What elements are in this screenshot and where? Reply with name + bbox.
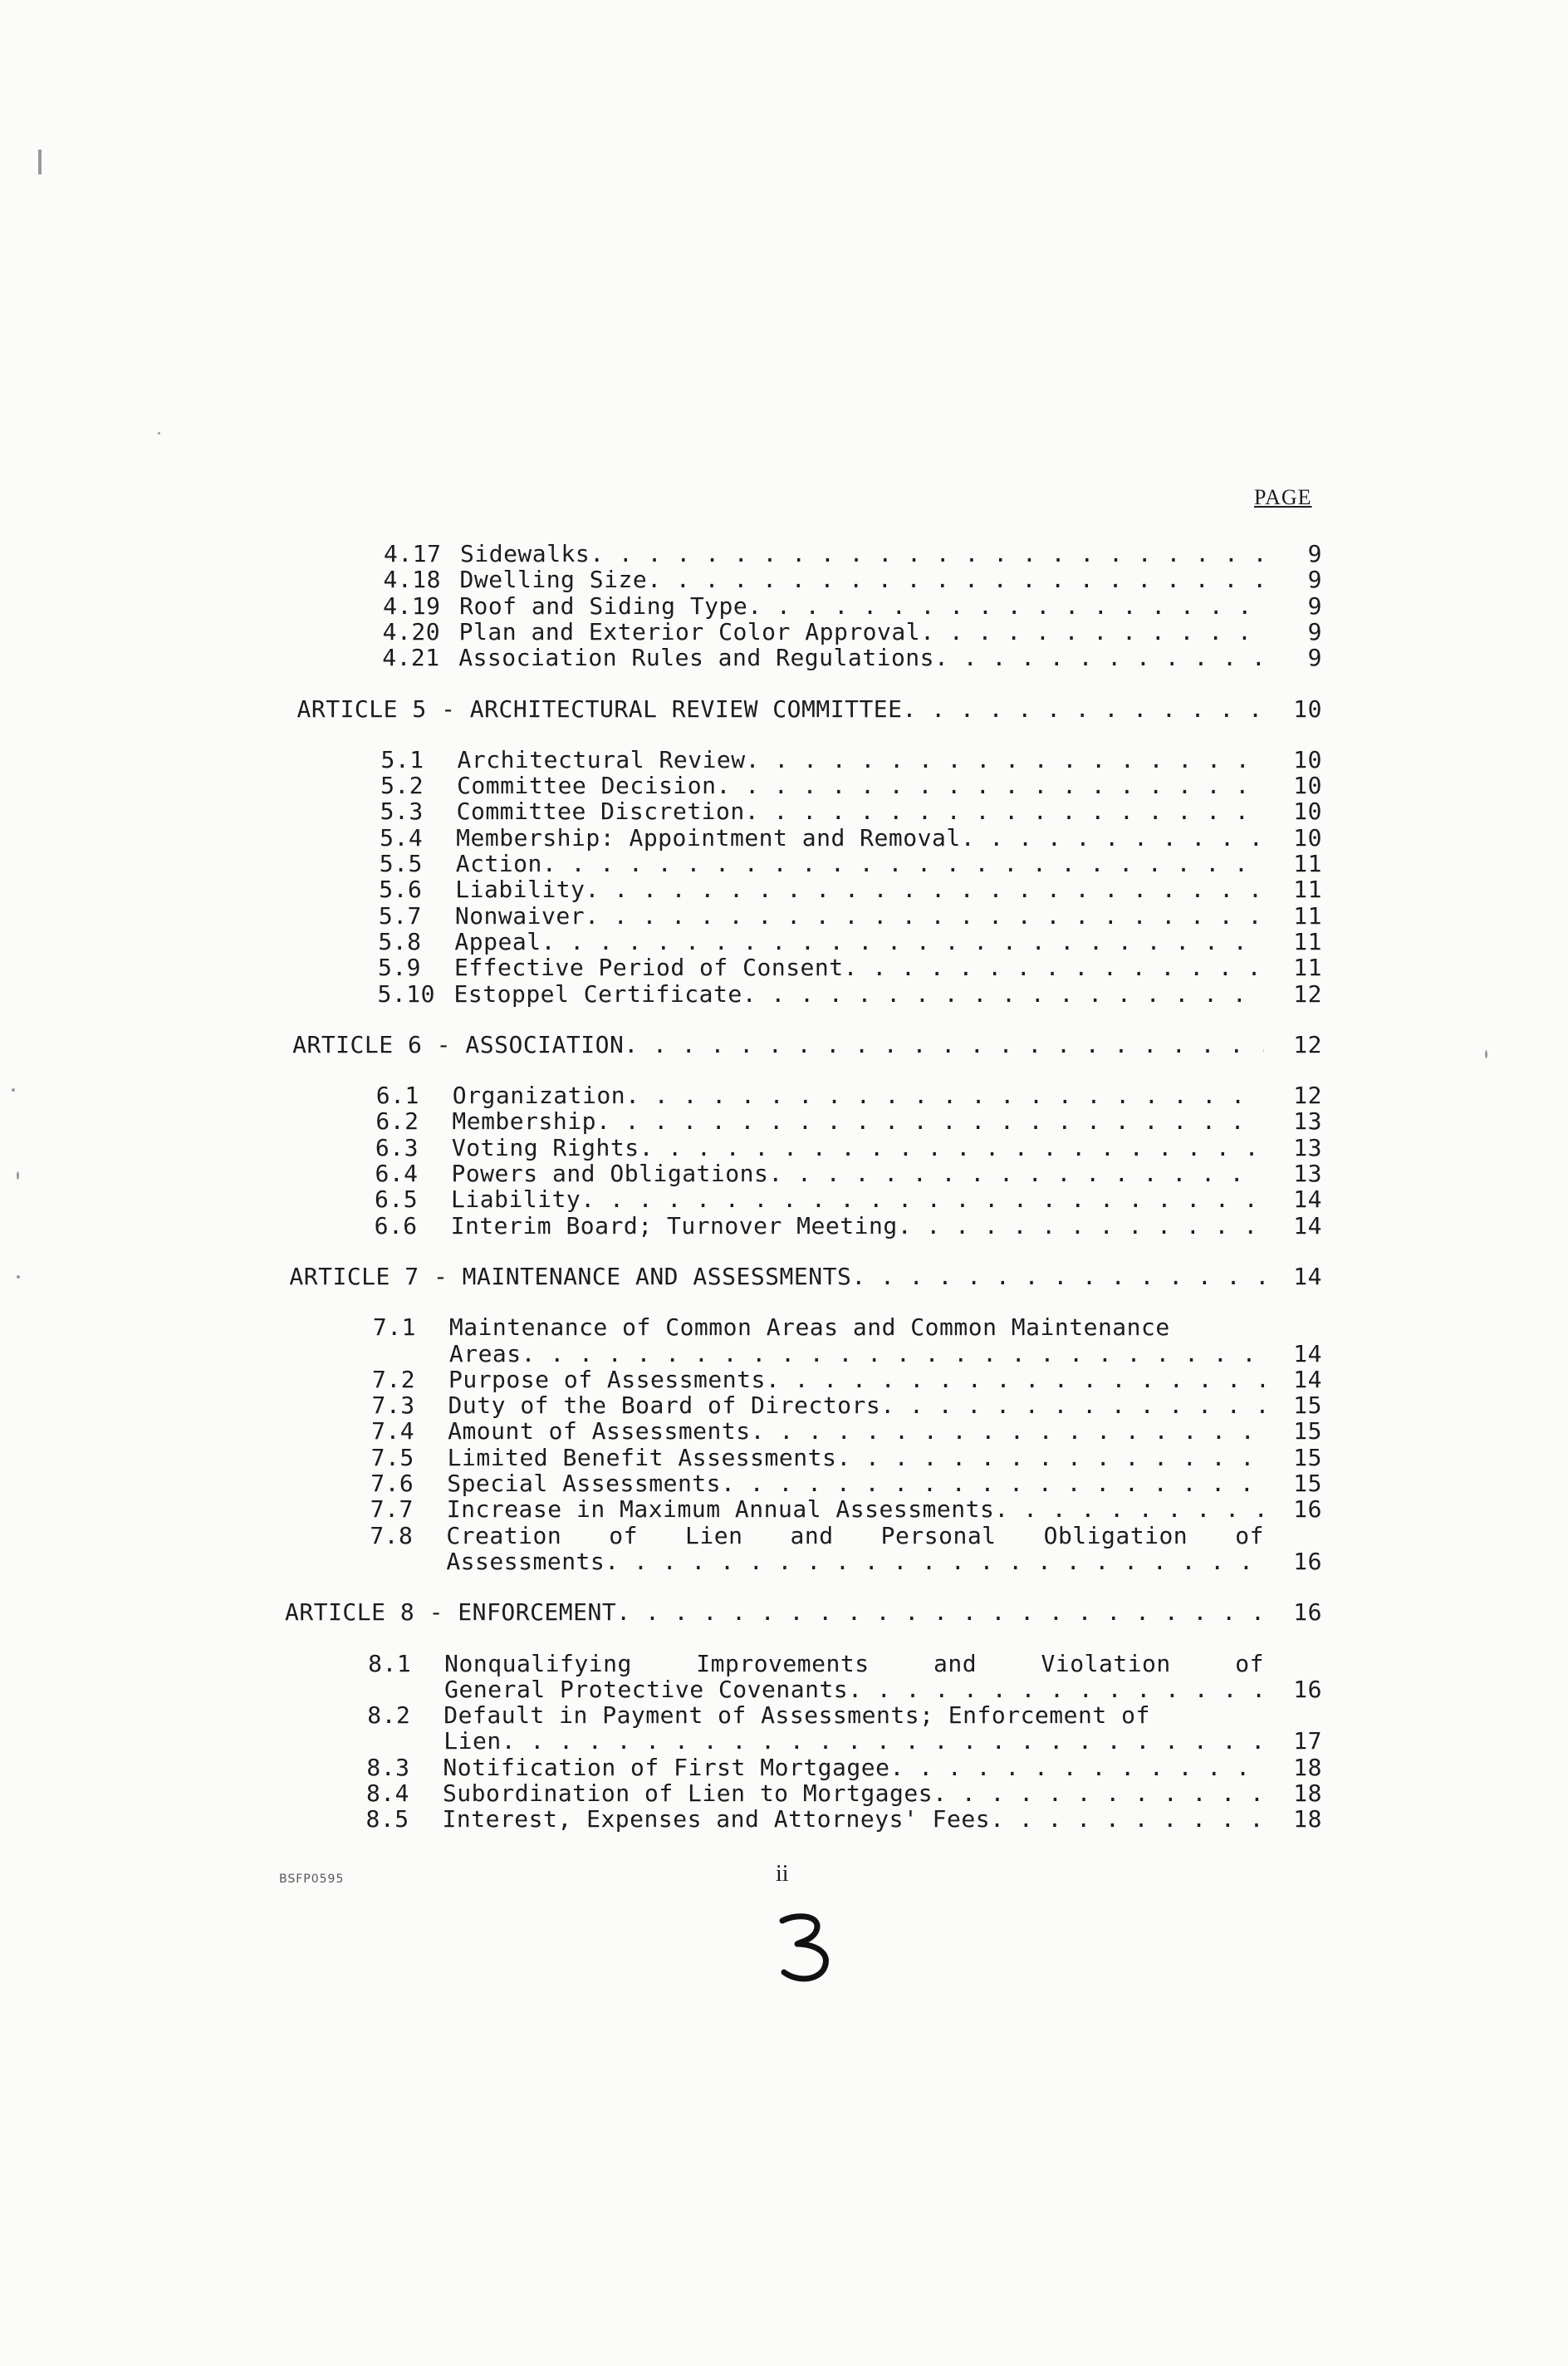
page-ref: 10 (1293, 798, 1322, 826)
toc-entry (376, 1082, 1322, 1109)
dot-leader (590, 540, 1264, 567)
dot-leader (751, 1417, 1264, 1445)
section-title: Interim Board; Turnover Meeting (450, 1211, 898, 1239)
dot-leader (605, 1548, 1264, 1575)
section-title: Default in Payment of Assessments; Enforcement of (443, 1701, 1150, 1730)
page-ref: 11 (1293, 901, 1322, 930)
toc-entry (375, 1107, 1322, 1135)
toc-entry (378, 980, 1322, 1008)
section-number: 7.6 (370, 1470, 414, 1497)
dot-leader (851, 1263, 1264, 1290)
section-title: Liability (451, 1185, 581, 1214)
page-ref: 13 (1293, 1133, 1322, 1161)
page-ref: 10 (1293, 695, 1322, 723)
section-number: 8.5 (365, 1805, 409, 1833)
section-title: Effective Period of Consent (453, 954, 844, 982)
toc-entry (366, 1754, 1322, 1781)
section-number: 6.4 (375, 1160, 419, 1187)
article-heading (289, 1263, 1322, 1290)
toc-entry (383, 592, 1322, 620)
toc-entry (371, 1444, 1322, 1471)
page-ref: 12 (1293, 1030, 1322, 1058)
section-title: Architectural Review (457, 745, 746, 773)
section-title: Nonqualifying Improvements and Violation of (444, 1649, 1264, 1677)
section-number: 5.9 (377, 954, 422, 982)
toc-entry (381, 746, 1322, 773)
article-heading (292, 1031, 1322, 1058)
section-title: Voting Rights (451, 1133, 639, 1161)
dot-leader (541, 928, 1264, 955)
page-ref: 9 (1307, 540, 1322, 567)
toc-entry (380, 772, 1322, 799)
page-ref: 10 (1293, 772, 1322, 800)
section-title: Liability (455, 876, 586, 904)
section-title: Action (455, 850, 542, 877)
section-title: Notification of First Mortgagee (443, 1753, 890, 1781)
page-ref: 15 (1293, 1417, 1322, 1446)
page-ref: 14 (1293, 1262, 1322, 1290)
section-number: 7.4 (371, 1417, 415, 1446)
section-title-continuation: Lien (443, 1727, 502, 1755)
dot-leader (717, 772, 1264, 799)
section-number: 5.1 (380, 745, 424, 773)
section-title: Maintenance of Common Areas and Common Maintenance (448, 1313, 1170, 1342)
dot-leader (898, 1212, 1264, 1239)
dot-leader (542, 850, 1264, 877)
article-title: ARTICLE 8 - ENFORCEMENT (285, 1598, 617, 1627)
page-column-header: PAGE (1254, 485, 1312, 509)
section-number: 7.8 (370, 1521, 414, 1549)
section-number: 5.5 (379, 850, 423, 877)
page-ref: 11 (1293, 954, 1322, 982)
toc-entry-continuation (449, 1340, 1322, 1367)
section-number: 5.3 (380, 798, 424, 826)
dot-leader (990, 1805, 1264, 1833)
section-number: 5.8 (378, 927, 422, 955)
page-ref: 18 (1293, 1753, 1322, 1781)
section-title: Powers and Obligations (451, 1160, 769, 1187)
section-number: 4.18 (383, 566, 441, 594)
section-number: 5.4 (380, 823, 424, 852)
page-ref: 13 (1293, 1107, 1322, 1136)
dot-leader (625, 1082, 1264, 1109)
dot-leader (639, 1134, 1264, 1161)
dot-leader (766, 1366, 1264, 1393)
dot-leader (836, 1444, 1264, 1471)
dot-leader (880, 1392, 1264, 1419)
section-number: 6.2 (375, 1107, 419, 1136)
toc-entry (370, 1522, 1322, 1549)
dot-leader (522, 1340, 1264, 1367)
page-ref: 15 (1293, 1470, 1322, 1497)
section-number: 4.19 (383, 592, 441, 620)
toc-entry (368, 1650, 1322, 1677)
page-ref: 16 (1293, 1547, 1322, 1575)
section-number: 7.7 (370, 1495, 414, 1524)
section-title: Creation of Lien and Personal Obligation of (446, 1521, 1264, 1549)
dot-leader (596, 1107, 1264, 1135)
page-ref: 13 (1293, 1160, 1322, 1187)
toc-entry-continuation (443, 1727, 1322, 1755)
section-title: Dwelling Size (459, 566, 648, 594)
dot-leader (721, 1470, 1264, 1497)
page-number: ii (776, 1861, 789, 1887)
page-ref: 16 (1293, 1495, 1322, 1524)
toc-entry (382, 644, 1322, 671)
dot-leader (920, 618, 1264, 645)
toc-entry (366, 1779, 1322, 1807)
page-ref: 16 (1293, 1675, 1322, 1703)
toc-entry (370, 1495, 1322, 1523)
section-title: Plan and Exterior Color Approval (458, 617, 921, 645)
page-ref: 14 (1293, 1365, 1322, 1393)
page-ref: 9 (1307, 592, 1322, 620)
toc-entry (375, 1212, 1322, 1239)
section-title: Subordination of Lien to Mortgages (442, 1779, 933, 1807)
page-ref: 18 (1293, 1779, 1322, 1807)
section-title: Duty of the Board of Directors (448, 1392, 881, 1420)
section-title: Nonwaiver (454, 901, 586, 930)
toc-entry (379, 902, 1322, 930)
toc-entry (383, 618, 1322, 645)
dot-leader (994, 1495, 1264, 1523)
article-heading (285, 1598, 1322, 1626)
section-title: Interest, Expenses and Attorneys' Fees (442, 1805, 991, 1833)
section-number: 4.21 (382, 644, 440, 672)
section-number: 7.5 (370, 1443, 414, 1471)
section-title: Limited Benefit Assessments (447, 1443, 837, 1471)
toc-entry (367, 1701, 1322, 1729)
toc-entry (378, 954, 1322, 981)
article-title: ARTICLE 7 - MAINTENANCE AND ASSESSMENTS (289, 1262, 852, 1290)
toc-entry (380, 824, 1322, 852)
toc-entry (371, 1417, 1322, 1445)
dot-leader (745, 798, 1264, 825)
dot-leader (502, 1727, 1264, 1755)
dot-leader (933, 1779, 1264, 1807)
section-number: 8.4 (365, 1779, 410, 1807)
page-ref: 14 (1293, 1211, 1322, 1239)
dot-leader (585, 902, 1264, 930)
page-ref: 9 (1307, 566, 1322, 594)
dot-leader (889, 1754, 1264, 1781)
toc-entry (384, 566, 1322, 593)
toc-entry (372, 1366, 1322, 1393)
handwritten-page-mark (774, 1911, 840, 1986)
toc-entry (370, 1470, 1322, 1497)
section-title: Organization (452, 1082, 626, 1110)
page-ref: 11 (1293, 876, 1322, 904)
section-number: 6.6 (374, 1211, 418, 1239)
section-title: Purpose of Assessments (448, 1365, 766, 1393)
section-number: 5.7 (378, 901, 422, 930)
dot-leader (934, 644, 1264, 671)
article-title: ARTICLE 6 - ASSOCIATION (292, 1030, 625, 1058)
dot-leader (616, 1598, 1264, 1626)
toc-entry (373, 1313, 1322, 1341)
section-title: Sidewalks (460, 540, 590, 567)
section-title: Estoppel Certificate (453, 979, 742, 1008)
toc-entry (375, 1160, 1322, 1187)
dot-leader (581, 1185, 1264, 1213)
section-title: Increase in Maximum Annual Assessments (446, 1495, 995, 1524)
section-number: 6.1 (375, 1082, 419, 1110)
page-ref: 11 (1293, 927, 1322, 955)
dot-leader (747, 592, 1264, 620)
page-ref: 15 (1293, 1443, 1322, 1471)
dot-leader (586, 876, 1264, 903)
section-title-continuation: General Protective Covenants (444, 1675, 849, 1703)
toc-entry (375, 1185, 1322, 1213)
page-ref: 17 (1293, 1727, 1322, 1755)
document-id: BSFP0595 (279, 1873, 345, 1886)
page-ref: 12 (1293, 979, 1322, 1008)
dot-leader (647, 566, 1264, 593)
section-title-continuation: Assessments (446, 1547, 605, 1575)
article-title: ARTICLE 5 - ARCHITECTURAL REVIEW COMMITTEE (296, 695, 903, 723)
page-ref: 10 (1293, 745, 1322, 773)
page-ref: 15 (1293, 1392, 1322, 1420)
section-title: Committee Decision (457, 772, 717, 800)
section-number: 5.6 (379, 876, 423, 904)
page-ref: 9 (1307, 644, 1322, 672)
page-ref: 11 (1293, 850, 1322, 877)
section-number: 4.20 (382, 617, 441, 645)
toc-entry (375, 1134, 1322, 1161)
page-ref: 12 (1293, 1082, 1322, 1110)
section-number: 7.1 (372, 1313, 416, 1342)
dot-leader (903, 695, 1264, 723)
section-number: 7.2 (371, 1365, 416, 1393)
page-ref: 9 (1307, 617, 1322, 645)
toc-entry-continuation (444, 1676, 1322, 1703)
section-number: 8.3 (366, 1753, 410, 1781)
dot-leader (844, 954, 1264, 981)
toc-entry (379, 876, 1322, 903)
dot-leader (768, 1160, 1264, 1187)
toc-entry (380, 850, 1322, 877)
section-title: Roof and Siding Type (459, 592, 748, 620)
section-title: Special Assessments (447, 1470, 722, 1497)
section-number: 4.17 (384, 540, 442, 567)
dot-leader (624, 1031, 1264, 1058)
dot-leader (742, 980, 1264, 1008)
section-number: 6.5 (375, 1185, 419, 1214)
section-number: 5.10 (377, 979, 435, 1008)
toc-entry (372, 1392, 1322, 1419)
section-title: Amount of Assessments (448, 1417, 751, 1446)
section-number: 5.2 (380, 772, 424, 800)
section-title-continuation: Areas (448, 1339, 522, 1367)
article-heading (297, 695, 1322, 723)
page-ref: 14 (1293, 1339, 1322, 1367)
section-number: 8.1 (368, 1649, 412, 1677)
page-ref: 18 (1293, 1805, 1322, 1833)
section-number: 8.2 (367, 1701, 411, 1730)
toc-entry (380, 798, 1322, 825)
page-ref: 14 (1293, 1185, 1322, 1214)
section-number: 7.3 (371, 1392, 415, 1420)
section-title: Membership: Appointment and Removal (456, 823, 961, 852)
toc-entry (384, 540, 1322, 567)
section-number: 6.3 (375, 1133, 419, 1161)
toc-entry-continuation (446, 1548, 1322, 1575)
page-ref: 10 (1293, 823, 1322, 852)
section-title: Membership (452, 1107, 596, 1136)
section-title: Appeal (454, 927, 541, 955)
section-title: Committee Discretion (456, 798, 745, 826)
section-title: Association Rules and Regulations (458, 644, 935, 672)
page-ref: 16 (1293, 1598, 1322, 1627)
toc-entry (378, 928, 1322, 955)
dot-leader (746, 746, 1264, 773)
dot-leader (961, 824, 1264, 852)
toc-entry (366, 1805, 1322, 1833)
dot-leader (848, 1676, 1264, 1703)
